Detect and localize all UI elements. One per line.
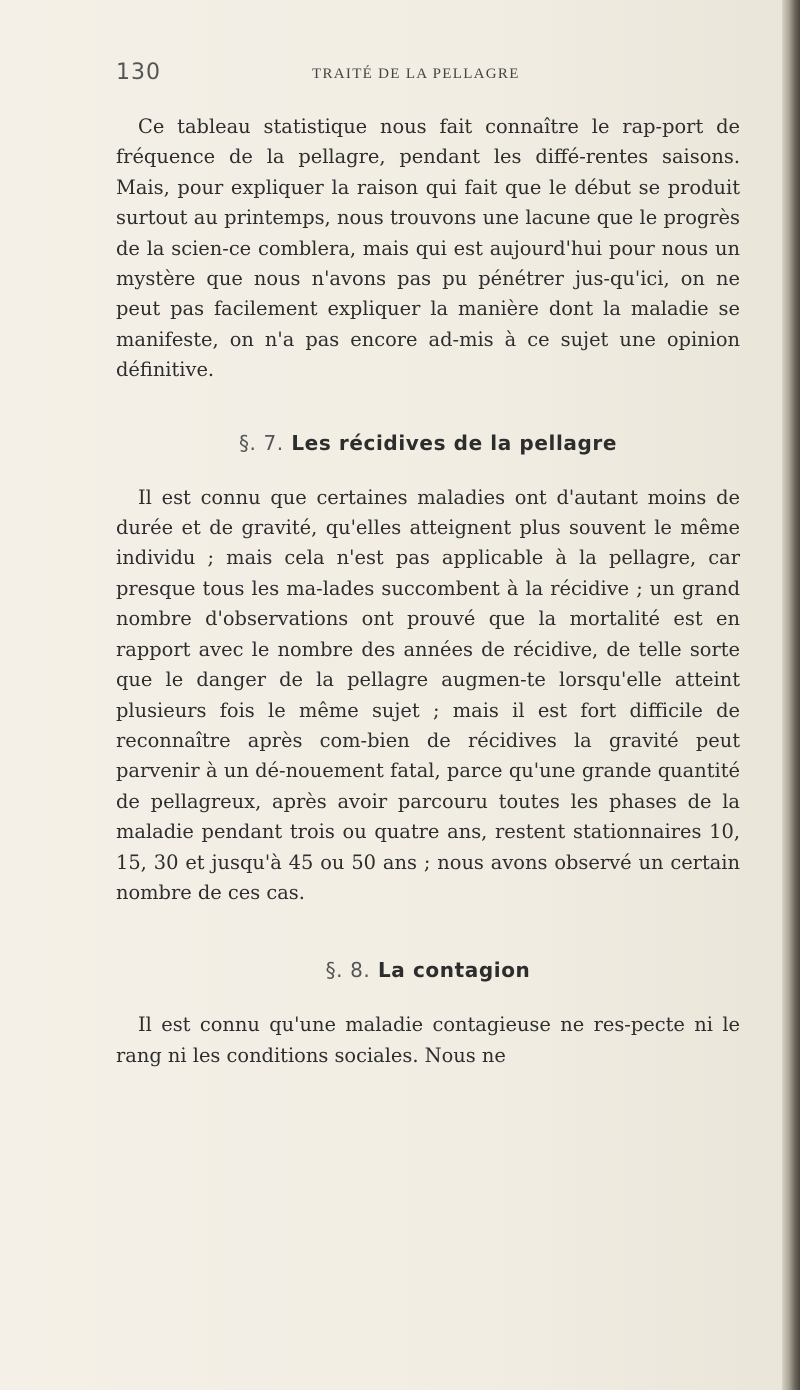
page-header [116, 60, 736, 100]
section-heading-contagion [116, 958, 740, 982]
section-number: §. 8. [325, 958, 371, 983]
paragraph-saisons: Ce tableau statistique nous fait connaître le rap-port de fréquence de la pellagre, pendant les diffé-rentes saisons. Mais, pour expliquer la raison qui fait que le début se produit surtout au printemps, nous trouvons une lacune que le progrès de la scien-ce comblera, mais qui est aujourd'hui pour nous un mystère que nous n'avons pas pu pénétrer jus-qu'ici, on ne peut pas facilement expliquer la manière dont la maladie se manifeste, on n'a pas encore ad-mis à ce sujet une opinion définitive. [116, 115, 740, 382]
paragraph-contagion: Il est connu qu'une maladie contagieuse ne res-pecte ni le rang ni les conditions sociales. Nous ne [116, 1013, 740, 1067]
section-title: La contagion [377, 958, 531, 983]
page-binding-edge [782, 0, 800, 1390]
page-body [116, 112, 740, 1071]
section-number: §. 7. [238, 430, 284, 455]
section-title: Les récidives de la pellagre [291, 430, 618, 455]
page-number: 130 [116, 60, 161, 85]
paragraph-recidives: Il est connu que certaines maladies ont d'autant moins de durée et de gravité, qu'elles atteignent plus souvent le même individu ; mais cela n'est pas applicable à la pellagre, car presque tous les ma-lades succombent à la récidive ; un grand nombre d'observations ont prouvé que la mortalité est en rapport avec le nombre des années de récidive, de telle sorte que le danger de la pellagre augmen-te lorsqu'elle atteint plusieurs fois le même sujet ; mais il est fort difficile de reconnaître après com-bien de récidives la gravité peut parvenir à un dé-nouement fatal, parce qu'une grande quantité de pellagreux, après avoir parcouru toutes les phases de la maladie pendant trois ou quatre ans, restent stationnaires 10, 15, 30 et jusqu'à 45 ou 50 ans ; nous avons observé un certain nombre de ces cas. [116, 485, 740, 904]
section-heading-recidives [116, 431, 740, 455]
running-head: TRAITÉ DE LA PELLAGRE [312, 66, 520, 82]
